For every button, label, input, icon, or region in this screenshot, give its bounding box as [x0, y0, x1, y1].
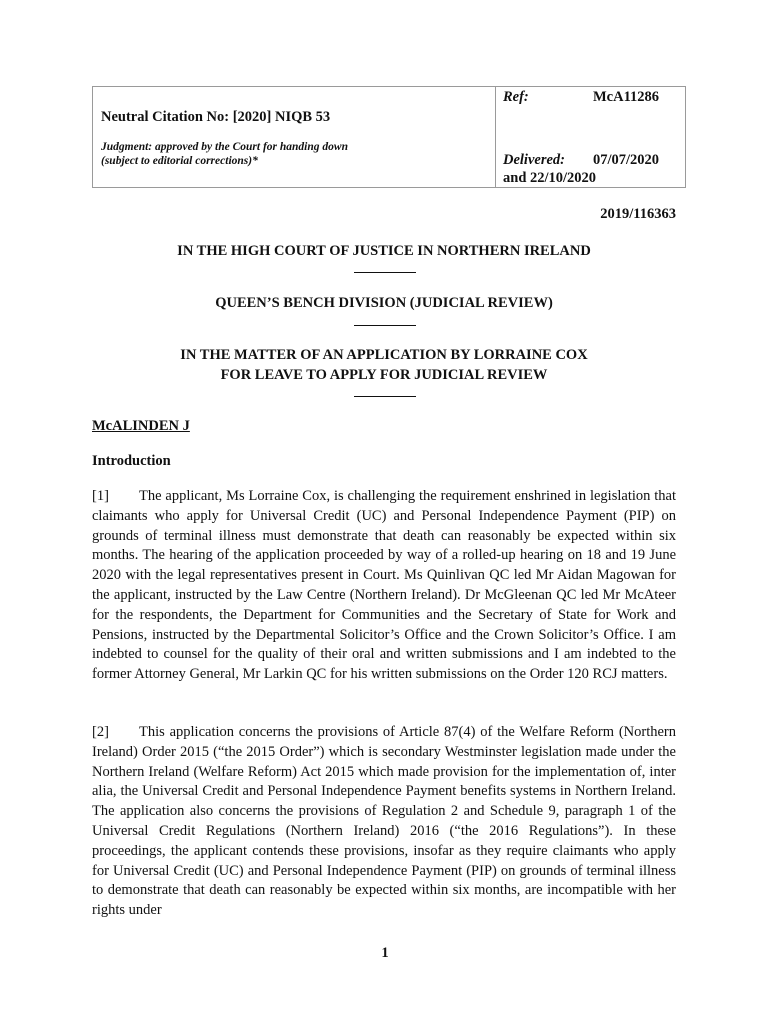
matter-title [92, 345, 676, 385]
matter-line-1: IN THE MATTER OF AN APPLICATION BY LORRAINE COX [180, 347, 588, 363]
page-number: 1 [381, 945, 389, 961]
paragraph-text: This application concerns the provisions of Article 87(4) of the Welfare Reform (Northern Ireland) Order 2015 (“the 2015 Order”) which is secondary Westminster legislation made under the Northern Ireland (Welfare Reform) Act 2015 which made provision for the implementation of, inter alia, the Universal Credit and Personal Independence Payment benefits systems in Northern Ireland. The application also concerns the provisions of Regulation 2 and Schedule 9, paragraph 1 of the Universal Credit Regulations (Northern Ireland) 2016 (“the 2016 Regulations”). In these proceedings, the applicant contends these provisions, insofar as they require claimants who apply for Universal Credit (UC) and Personal Independence Payment (PIP) on grounds of terminal illness to demonstrate that death can reasonably be expected within six months, are incompatible with her rights under [92, 724, 676, 919]
delivered-date-extra: and 22/10/2020 [503, 170, 597, 186]
citation-header-box [92, 86, 686, 188]
separator-rule-1 [354, 272, 416, 273]
judgment-note-line-1: Judgment: approved by the Court for handing down [101, 141, 348, 153]
paragraph-text: The applicant, Ms Lorraine Cox, is challenging the requirement enshrined in legislation that claimants who apply for Universal Credit (UC) and Personal Independence Payment (PIP) on grounds of terminal illness must demonstrate that death can reasonably be expected within six months. The hearing of the application proceeded by way of a rolled-up hearing on 18 and 19 June 2020 with the legal representatives present in Court. Ms Quinlivan QC led Mr Aidan Magowan for the applicant, instructed by the Law Centre (Northern Ireland). Dr McGleenan QC led Mr McAteer for the respondents, the Department for Communities and the Secretary of State for Work and Pensions, instructed by the Departmental Solicitor’s Office and the Crown Solicitor’s Office. I am indebted to counsel for the quality of their oral and written submissions and I am indebted to the former Attorney General, Mr Larkin QC for his written submissions on the Order 120 RCJ matters. [92, 488, 676, 683]
court-title: IN THE HIGH COURT OF JUSTICE IN NORTHERN IRELAND [177, 243, 591, 259]
paragraph-number: [1] [92, 488, 109, 504]
paragraph-1 [92, 487, 676, 685]
separator-rule-2 [354, 325, 416, 326]
paragraph-2 [92, 723, 676, 921]
division-title: QUEEN’S BENCH DIVISION (JUDICIAL REVIEW) [215, 295, 553, 311]
neutral-citation: Neutral Citation No: [2020] NIQB 53 [101, 109, 331, 125]
delivered-date: 07/07/2020 [593, 152, 660, 168]
section-heading: Introduction [92, 453, 171, 469]
paragraph-number: [2] [92, 724, 109, 740]
header-divider [495, 87, 496, 187]
judgment-note-line-2: (subject to editorial corrections)* [101, 155, 258, 167]
case-number: 2019/116363 [600, 206, 676, 222]
judge-name: McALINDEN J [92, 418, 190, 434]
ref-label: Ref: [503, 89, 529, 105]
matter-line-2: FOR LEAVE TO APPLY FOR JUDICIAL REVIEW [220, 367, 548, 383]
ref-value: McA11286 [593, 89, 660, 105]
separator-rule-3 [354, 396, 416, 397]
judgment-approval-note [101, 140, 348, 168]
delivered-label: Delivered: [503, 152, 565, 168]
